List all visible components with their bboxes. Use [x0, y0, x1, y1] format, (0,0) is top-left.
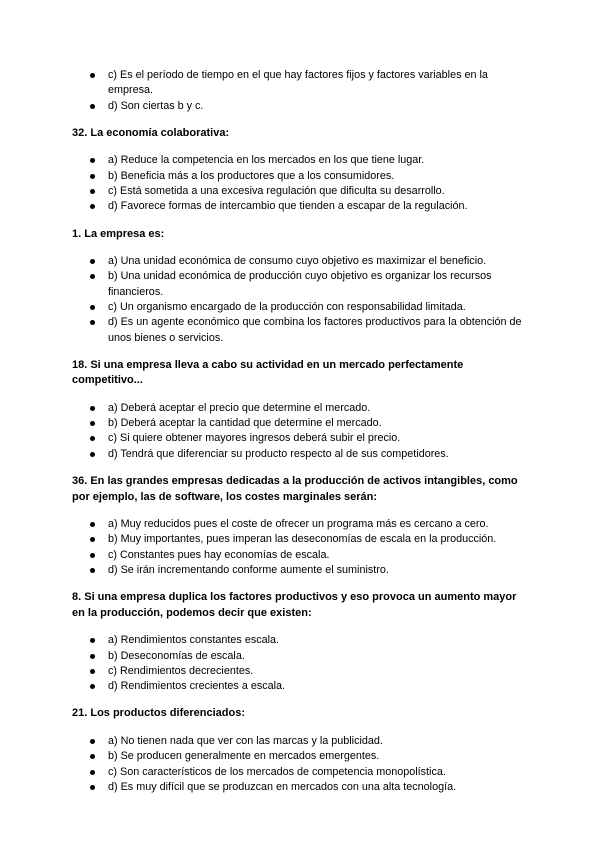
option-list — [72, 517, 532, 578]
option-item — [72, 633, 532, 648]
question-block — [72, 474, 532, 578]
bullet-icon — [90, 259, 95, 264]
bullet-icon — [90, 553, 95, 558]
bullet-icon — [90, 274, 95, 279]
question-block — [72, 68, 532, 114]
option-text: c) Un organismo encargado de la producción con responsabilidad limitada. — [108, 300, 466, 313]
option-text: a) Deberá aceptar el precio que determine el mercado. — [108, 401, 371, 414]
bullet-icon — [90, 421, 95, 426]
option-item — [72, 780, 532, 795]
bullet-icon — [90, 189, 95, 194]
bullet-icon — [90, 305, 95, 310]
option-text: c) Es el período de tiempo en el que hay factores fijos y factores variables en la empresa. — [108, 69, 488, 97]
option-text: b) Se producen generalmente en mercados emergentes. — [108, 750, 380, 763]
option-text: c) Está sometida a una excesiva regulación que dificulta su desarrollo. — [108, 184, 445, 197]
bullet-icon — [90, 654, 95, 659]
option-item — [72, 99, 532, 114]
question-title: 8. Si una empresa duplica los factores productivos y eso provoca un aumento mayor en la producción, podemos decir que existen: — [72, 591, 517, 619]
option-text: a) Reduce la competencia en los mercados en los que tiene lugar. — [108, 154, 425, 167]
option-text: d) Se irán incrementando conforme aumente el suministro. — [108, 563, 389, 576]
option-item — [72, 664, 532, 679]
option-item — [72, 563, 532, 578]
option-text: a) Rendimientos constantes escala. — [108, 634, 280, 647]
option-item — [72, 269, 532, 300]
option-text: a) No tienen nada que ver con las marcas y la publicidad. — [108, 734, 383, 747]
option-item — [72, 68, 532, 99]
option-item — [72, 153, 532, 168]
question-title: 36. En las grandes empresas dedicadas a la producción de activos intangibles, como por ejemplo, las de software, los costes marginales serán: — [72, 475, 518, 503]
option-item — [72, 300, 532, 315]
question-title: 21. Los productos diferenciados: — [72, 707, 245, 720]
bullet-icon — [90, 204, 95, 209]
option-list — [72, 633, 532, 694]
option-item — [72, 401, 532, 416]
option-text: b) Beneficia más a los productores que a los consumidores. — [108, 169, 395, 182]
question-title: 18. Si una empresa lleva a cabo su actividad en un mercado perfectamente competitivo... — [72, 358, 464, 387]
bullet-icon — [90, 406, 95, 411]
bullet-icon — [90, 785, 95, 790]
option-item — [72, 548, 532, 563]
option-item — [72, 679, 532, 694]
question-block — [72, 126, 532, 215]
question-block — [72, 590, 532, 694]
option-text: c) Rendimientos decrecientes. — [108, 664, 254, 677]
option-item — [72, 315, 532, 346]
option-text: d) Tendrá que diferenciar su producto respecto al de sus competidores. — [108, 447, 449, 460]
bullet-icon — [90, 669, 95, 674]
question-title: 1. La empresa es: — [72, 227, 165, 240]
bullet-icon — [90, 568, 95, 573]
option-item — [72, 734, 532, 749]
option-text: b) Deseconomías de escala. — [108, 649, 245, 662]
question-block — [72, 706, 532, 795]
option-text: b) Muy importantes, pues imperan las deseconomías de escala en la producción. — [108, 533, 497, 546]
bullet-icon — [90, 537, 95, 542]
option-list — [72, 254, 532, 346]
bullet-icon — [90, 684, 95, 689]
option-item — [72, 447, 532, 462]
option-text: c) Son característicos de los mercados de competencia monopolística. — [108, 765, 446, 778]
option-list — [72, 153, 532, 214]
question-list — [72, 68, 532, 795]
bullet-icon — [90, 638, 95, 643]
bullet-icon — [90, 174, 95, 179]
option-item — [72, 199, 532, 214]
option-text: b) Deberá aceptar la cantidad que determine el mercado. — [108, 417, 382, 430]
option-list — [72, 734, 532, 795]
bullet-icon — [90, 770, 95, 775]
option-item — [72, 431, 532, 446]
option-text: d) Rendimientos crecientes a escala. — [108, 680, 286, 693]
bullet-icon — [90, 452, 95, 457]
question-block — [72, 227, 532, 346]
option-list — [72, 401, 532, 462]
option-list — [72, 68, 532, 114]
bullet-icon — [90, 73, 95, 78]
option-item — [72, 169, 532, 184]
option-item — [72, 749, 532, 764]
bullet-icon — [90, 522, 95, 527]
option-item — [72, 254, 532, 269]
bullet-icon — [90, 739, 95, 744]
bullet-icon — [90, 436, 95, 441]
option-text: b) Una unidad económica de producción cuyo objetivo es organizar los recursos financieros. — [108, 270, 492, 298]
option-text: d) Es un agente económico que combina los factores productivos para la obtención de unos bienes o servicios. — [108, 316, 522, 344]
option-text: a) Una unidad económica de consumo cuyo objetivo es maximizar el beneficio. — [108, 255, 487, 268]
option-text: d) Son ciertas b y c. — [108, 99, 204, 112]
question-title: 32. La economía colaborativa: — [72, 126, 230, 139]
option-item — [72, 184, 532, 199]
bullet-icon — [90, 320, 95, 325]
option-item — [72, 765, 532, 780]
option-text: d) Favorece formas de intercambio que tienden a escapar de la regulación. — [108, 200, 468, 213]
question-block — [72, 358, 532, 462]
option-text: c) Si quiere obtener mayores ingresos deberá subir el precio. — [108, 432, 401, 445]
option-item — [72, 416, 532, 431]
option-item — [72, 532, 532, 547]
bullet-icon — [90, 754, 95, 759]
bullet-icon — [90, 104, 95, 109]
option-item — [72, 649, 532, 664]
bullet-icon — [90, 158, 95, 163]
option-text: d) Es muy difícil que se produzcan en mercados con una alta tecnología. — [108, 780, 457, 793]
option-text: c) Constantes pues hay economías de escala. — [108, 548, 330, 561]
option-item — [72, 517, 532, 532]
option-text: a) Muy reducidos pues el coste de ofrecer un programa más es cercano a cero. — [108, 518, 489, 531]
